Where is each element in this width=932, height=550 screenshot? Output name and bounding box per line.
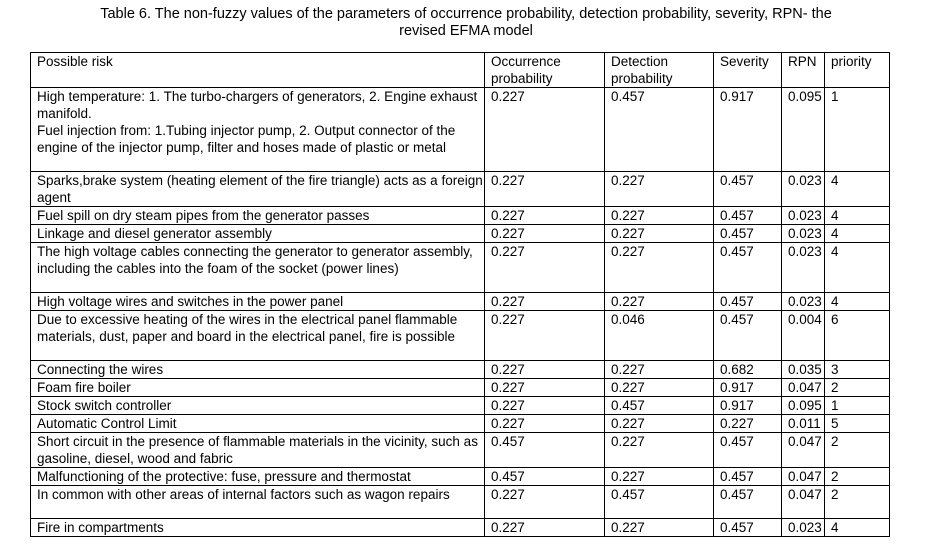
cell-priority: 2 [825, 468, 890, 486]
cell-priority: 2 [825, 486, 890, 519]
cell-severity: 0.227 [714, 415, 782, 433]
cell-detection: 0.457 [605, 397, 714, 415]
table-body [31, 88, 890, 537]
cell-occurrence: 0.227 [485, 397, 605, 415]
table-header-row [31, 53, 890, 88]
header-possible-risk: Possible risk [31, 53, 485, 88]
cell-severity: 0.457 [714, 433, 782, 468]
cell-severity: 0.917 [714, 397, 782, 415]
table-row [31, 207, 890, 225]
cell-occurrence: 0.227 [485, 486, 605, 519]
cell-severity: 0.457 [714, 225, 782, 243]
cell-severity: 0.457 [714, 243, 782, 293]
cell-risk: Malfunctioning of the protective: fuse, pressure and thermostat [31, 468, 485, 486]
cell-occurrence: 0.227 [485, 361, 605, 379]
cell-rpn: 0.095 [782, 397, 825, 415]
cell-occurrence: 0.227 [485, 172, 605, 207]
cell-occurrence: 0.227 [485, 293, 605, 311]
cell-severity: 0.457 [714, 207, 782, 225]
cell-severity: 0.917 [714, 88, 782, 172]
cell-risk: In common with other areas of internal factors such as wagon repairs [31, 486, 485, 519]
table-row [31, 311, 890, 361]
cell-rpn: 0.047 [782, 468, 825, 486]
cell-detection: 0.457 [605, 88, 714, 172]
cell-rpn: 0.011 [782, 415, 825, 433]
cell-occurrence: 0.227 [485, 519, 605, 537]
cell-occurrence: 0.227 [485, 88, 605, 172]
table-row [31, 379, 890, 397]
header-severity: Severity [714, 53, 782, 88]
cell-risk: The high voltage cables connecting the generator to generator assembly, including the cables into the foam of the socket (power lines) [31, 243, 485, 293]
cell-priority: 3 [825, 361, 890, 379]
header-priority: priority [825, 53, 890, 88]
cell-severity: 0.457 [714, 519, 782, 537]
cell-occurrence: 0.227 [485, 415, 605, 433]
table-row [31, 468, 890, 486]
cell-detection: 0.227 [605, 519, 714, 537]
cell-detection: 0.227 [605, 361, 714, 379]
cell-detection: 0.227 [605, 415, 714, 433]
table-row [31, 361, 890, 379]
header-rpn: RPN [782, 53, 825, 88]
cell-priority: 2 [825, 379, 890, 397]
cell-severity: 0.457 [714, 293, 782, 311]
cell-risk: Foam fire boiler [31, 379, 485, 397]
cell-rpn: 0.023 [782, 293, 825, 311]
caption-line-2: revised EFMA model [399, 23, 533, 39]
cell-detection: 0.227 [605, 172, 714, 207]
cell-severity: 0.917 [714, 379, 782, 397]
cell-rpn: 0.023 [782, 207, 825, 225]
cell-detection: 0.227 [605, 293, 714, 311]
table-row [31, 433, 890, 468]
cell-occurrence: 0.457 [485, 433, 605, 468]
table-row [31, 415, 890, 433]
cell-occurrence: 0.227 [485, 243, 605, 293]
cell-severity: 0.457 [714, 468, 782, 486]
cell-occurrence: 0.227 [485, 225, 605, 243]
table-row [31, 293, 890, 311]
table-caption [0, 6, 932, 40]
cell-rpn: 0.023 [782, 225, 825, 243]
cell-severity: 0.682 [714, 361, 782, 379]
cell-detection: 0.046 [605, 311, 714, 361]
cell-rpn: 0.047 [782, 433, 825, 468]
cell-priority: 4 [825, 293, 890, 311]
cell-detection: 0.227 [605, 207, 714, 225]
table-row [31, 519, 890, 537]
cell-risk: Automatic Control Limit [31, 415, 485, 433]
cell-risk: High voltage wires and switches in the power panel [31, 293, 485, 311]
table-row [31, 243, 890, 293]
cell-rpn: 0.035 [782, 361, 825, 379]
cell-rpn: 0.023 [782, 243, 825, 293]
table-row [31, 486, 890, 519]
cell-priority: 4 [825, 243, 890, 293]
cell-risk: Fire in compartments [31, 519, 485, 537]
cell-priority: 2 [825, 433, 890, 468]
cell-risk: Connecting the wires [31, 361, 485, 379]
table-row [31, 397, 890, 415]
cell-risk: Due to excessive heating of the wires in the electrical panel flammable materials, dust, paper and board in the electrical panel, fire is possible [31, 311, 485, 361]
cell-risk: Short circuit in the presence of flammable materials in the vicinity, such as gasoline, diesel, wood and fabric [31, 433, 485, 468]
table-row [31, 225, 890, 243]
cell-risk: Stock switch controller [31, 397, 485, 415]
table-row [31, 172, 890, 207]
cell-detection: 0.227 [605, 433, 714, 468]
cell-priority: 1 [825, 397, 890, 415]
cell-occurrence: 0.227 [485, 207, 605, 225]
cell-detection: 0.227 [605, 379, 714, 397]
cell-rpn: 0.047 [782, 486, 825, 519]
cell-risk: Sparks,brake system (heating element of the fire triangle) acts as a foreign agent [31, 172, 485, 207]
cell-detection: 0.227 [605, 243, 714, 293]
cell-rpn: 0.023 [782, 519, 825, 537]
header-detection-probability: Detection probability [605, 53, 714, 88]
cell-detection: 0.457 [605, 486, 714, 519]
cell-priority: 5 [825, 415, 890, 433]
header-occurrence-probability: Occurrence probability [485, 53, 605, 88]
cell-risk: Fuel spill on dry steam pipes from the generator passes [31, 207, 485, 225]
cell-severity: 0.457 [714, 311, 782, 361]
cell-severity: 0.457 [714, 486, 782, 519]
cell-severity: 0.457 [714, 172, 782, 207]
table-row [31, 88, 890, 172]
cell-priority: 4 [825, 207, 890, 225]
cell-priority: 6 [825, 311, 890, 361]
caption-line-1: Table 6. The non-fuzzy values of the parameters of occurrence probability, detection probability, severity, RPN- the [100, 6, 832, 22]
cell-priority: 1 [825, 88, 890, 172]
cell-occurrence: 0.457 [485, 468, 605, 486]
cell-occurrence: 0.227 [485, 379, 605, 397]
cell-rpn: 0.095 [782, 88, 825, 172]
cell-priority: 4 [825, 519, 890, 537]
cell-priority: 4 [825, 172, 890, 207]
cell-risk: High temperature: 1. The turbo-chargers of generators, 2. Engine exhaust manifold. Fuel injection from: 1.Tubing injector pump, 2. Output connector of the engine of the injector pump, filter and hoses made of plastic or metal [31, 88, 485, 172]
cell-detection: 0.227 [605, 225, 714, 243]
cell-priority: 4 [825, 225, 890, 243]
cell-occurrence: 0.227 [485, 311, 605, 361]
cell-risk: Linkage and diesel generator assembly [31, 225, 485, 243]
risk-table [30, 52, 890, 537]
cell-detection: 0.227 [605, 468, 714, 486]
cell-rpn: 0.023 [782, 172, 825, 207]
cell-rpn: 0.004 [782, 311, 825, 361]
cell-rpn: 0.047 [782, 379, 825, 397]
